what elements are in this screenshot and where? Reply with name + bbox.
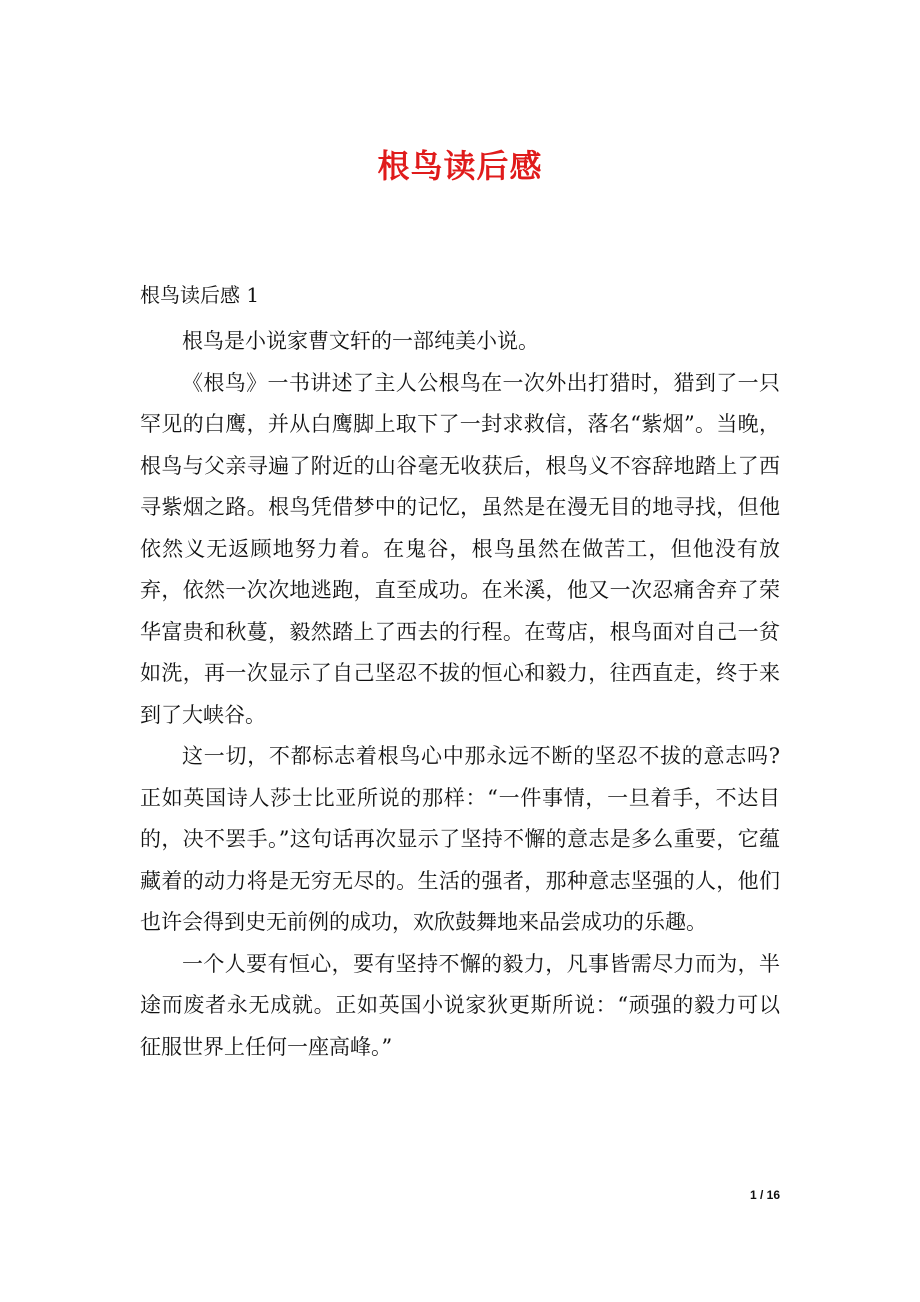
paragraph: 这一切，不都标志着根鸟心中那永远不断的坚忍不拔的意志吗?正如英国诗人莎士比亚所说的那样：“一件事情，一旦着手，不达目的，决不罢手。”这句话再次显示了坚持不懈的意志是多么重要，它蕴藏着的动力将是无穷无尽的。生活的强者，那种意志坚强的人，他们也许会得到史无前例的成功，欢欣鼓舞地来品尝成功的乐趣。 — [140, 744, 780, 934]
section-heading: 根鸟读后感 1 — [140, 283, 260, 307]
document-body — [140, 321, 780, 1068]
page-number: 1 / 16 — [749, 1188, 780, 1202]
paragraph: 一个人要有恒心，要有坚持不懈的毅力，凡事皆需尽力而为，半途而废者永无成就。正如英国小说家狄更斯所说：“顽强的毅力可以征服世界上任何一座高峰。” — [140, 951, 780, 1059]
document-title: 根鸟读后感 — [377, 147, 543, 185]
paragraph: 根鸟是小说家曹文轩的一部纯美小说。 — [182, 329, 539, 353]
paragraph: 《根鸟》一书讲述了主人公根鸟在一次外出打猎时，猎到了一只罕见的白鹰，并从白鹰脚上取下了一封求救信，落名“紫烟”。当晚，根鸟与父亲寻遍了附近的山谷毫无收获后，根鸟义不容辞地踏上了西寻紫烟之路。根鸟凭借梦中的记忆，虽然是在漫无目的地寻找，但他依然义无返顾地努力着。在鬼谷，根鸟虽然在做苦工，但他没有放弃，依然一次次地逃跑，直至成功。在米溪，他又一次忍痛舍弃了荣华富贵和秋蔓，毅然踏上了西去的行程。在莺店，根鸟面对自己一贫如洗，再一次显示了自己坚忍不拔的恒心和毅力，往西直走，终于来到了大峡谷。 — [140, 370, 780, 727]
